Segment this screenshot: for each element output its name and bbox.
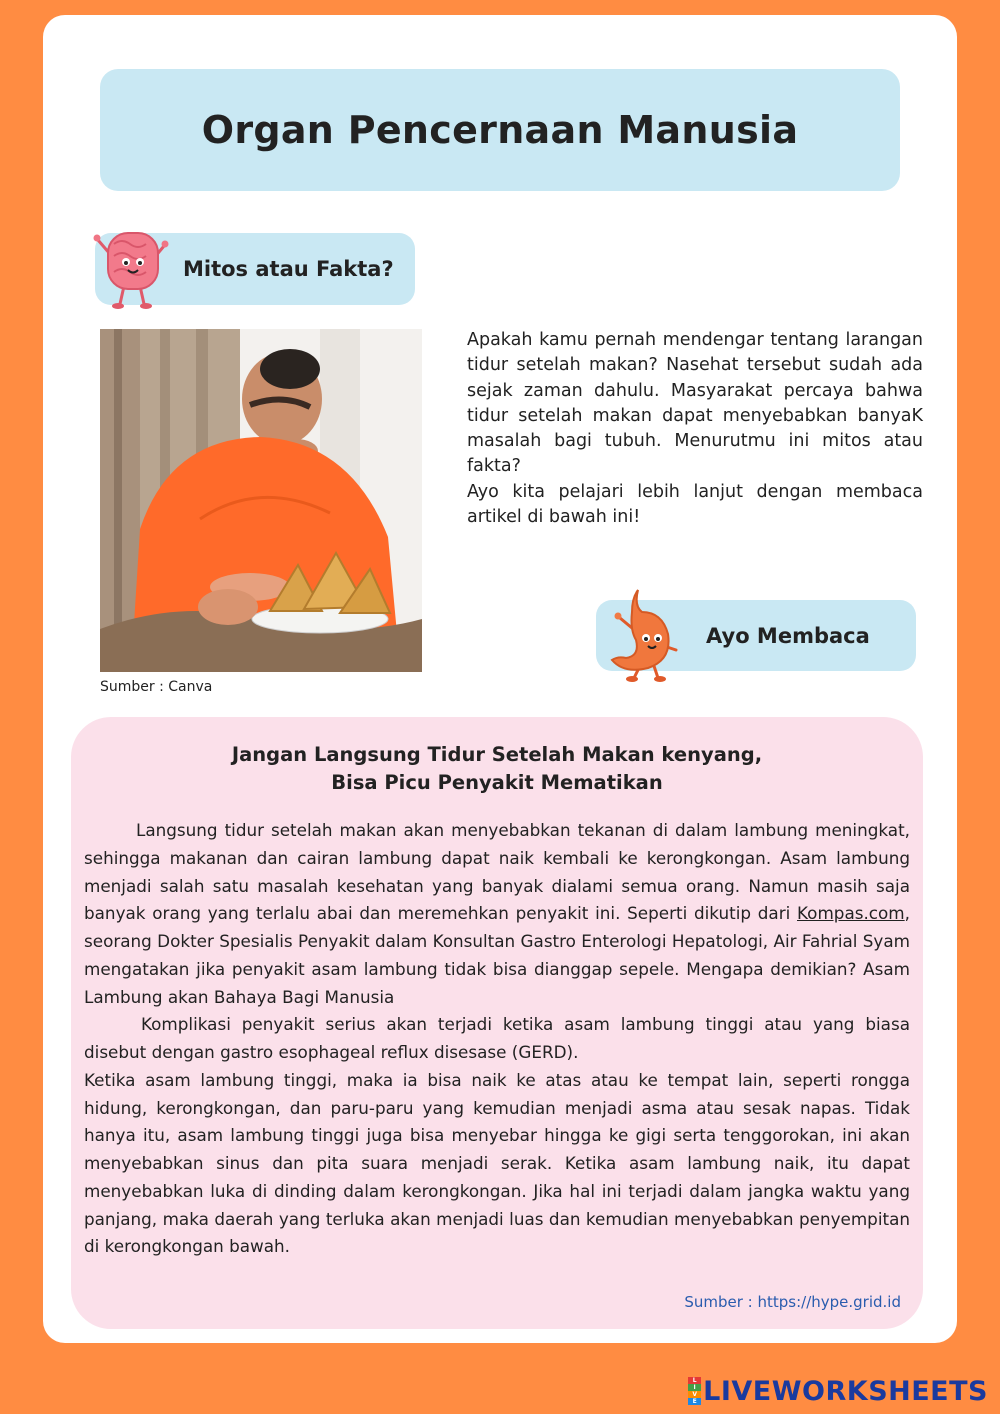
article-paragraph-1-end: , seorang Dokter Spesialis Penyakit dalam Konsultan Gastro Enterologi Hepatologi, Air Fahrial Syam mengatakan jika penyakit asam lambung tidak bisa dianggap sepele. Mengapa demikian? Asam Lambung akan Bahaya Bagi Manusia — [84, 903, 910, 1007]
photo-source-caption: Sumber : Canva — [100, 679, 213, 695]
article-paragraph-3: Ketika asam lambung tinggi, maka ia bisa naik ke atas atau ke tempat lain, seperti rongga hidung, kerongkongan, dan paru-paru yang kemudian menjadi asma atau sesak napas. Tidak hanya itu, asam lambung tinggi juga bisa menyebar hingga ke gigi serta tenggorokan, ini akan menyebabkan sinus dan pita suara menjadi serak. Ketika asam lambung naik, itu dapat menyebabkan luka di dinding dalam kerongkongan. Jika hal ini terjadi dalam jangka waktu yang panjang, maka daerah yang terluka akan menjadi luas dan kemudian menyebabkan penyempitan di kerongkongan bawah. — [84, 1069, 910, 1257]
intro-paragraph-2: Ayo kita pelajari lebih lanjut dengan membaca artikel di bawah ini! — [467, 481, 923, 528]
page-title: Organ Pencernaan Manusia — [201, 108, 799, 152]
article-source: Sumber : https://hype.grid.id — [684, 1293, 901, 1311]
intestine-mascot-icon — [92, 228, 172, 310]
article-paragraph-1 — [84, 817, 910, 1011]
article-paragraph-1-start: Langsung tidur setelah makan akan menyebabkan tekanan di dalam lambung meningkat, sehingga makanan dan cairan lambung dapat naik kembali ke kerongkongan. Asam lambung menjadi salah satu masalah kesehatan yang banyak dialami semua orang. Namun masih saja banyak orang yang terlalu abai dan meremehkan penyakit ini. Seperti dikutip dari — [84, 820, 910, 924]
title-banner — [100, 69, 900, 191]
intro-paragraph-1: Apakah kamu pernah mendengar tentang larangan tidur setelah makan? Nasehat tersebut sudah ada sejak zaman dahulu. Masyarakat percaya bahwa tidur setelah makan dapat menyebabkan banyaK masalah bagi tubuh. Menurutmu ini mitos atau fakta? — [467, 330, 923, 477]
man-sleeping-after-eating-photo — [100, 329, 422, 672]
stomach-mascot-icon — [604, 588, 688, 682]
article-title — [71, 741, 923, 797]
article-panel — [71, 717, 923, 1329]
article-body — [84, 817, 910, 1261]
liveworksheets-logo-icon: L I V E — [688, 1377, 701, 1405]
ayo-membaca-label: Ayo Membaca — [706, 623, 870, 648]
liveworksheets-logo — [688, 1374, 988, 1408]
article-title-line-1: Jangan Langsung Tidur Setelah Makan kenyang, — [231, 743, 763, 766]
liveworksheets-brand-text: LIVEWORKSHEETS — [703, 1375, 988, 1407]
mitos-fakta-label: Mitos atau Fakta? — [183, 257, 394, 281]
intro-text — [467, 328, 923, 530]
article-title-line-2: Bisa Picu Penyakit Mematikan — [331, 771, 663, 794]
article-paragraph-2: Komplikasi penyakit serius akan terjadi ketika asam lambung tinggi atau yang biasa disebut dengan gastro esophageal reflux disesase (GERD). — [84, 1014, 910, 1062]
kompas-link[interactable]: Kompas.com — [797, 903, 905, 924]
